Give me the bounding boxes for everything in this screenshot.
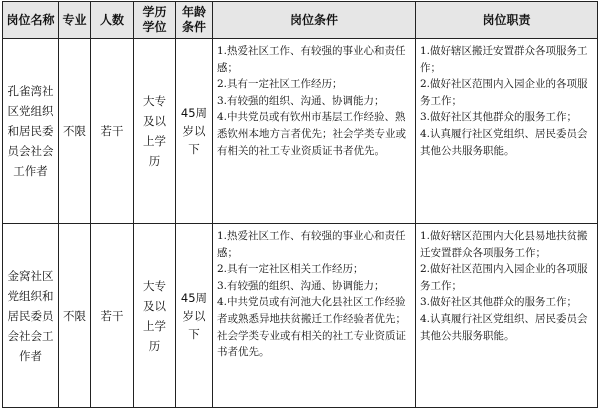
duty-item: 2.做好社区范围内入园企业的各项服务工作； <box>420 263 588 292</box>
recruitment-table <box>2 1 598 408</box>
duty-item: 1.做好辖区范围内大化县易地扶贫搬迁安置群众各项服务工作； <box>420 230 588 259</box>
conditions-cell <box>213 224 416 408</box>
condition-item: 4.中共党员或有钦州市基层工作经验、熟悉钦州本地方言者优先；社会学类专业或有相关的社工专业资质证书者优先。 <box>217 111 406 157</box>
post-name-cell: 金窝社区党组织和居民委员会社会工作者 <box>3 224 59 408</box>
header-conditions: 岗位条件 <box>213 2 416 39</box>
header-age: 年龄条件 <box>176 2 213 39</box>
header-duties: 岗位职责 <box>416 2 598 39</box>
condition-item: 4.中共党员或有河池大化县社区工作经验者或熟悉异地扶贫搬迁工作经验者优先；社会学类专业或有相关的社工专业资质证书者优先。 <box>217 296 406 359</box>
duties-cell <box>416 39 598 224</box>
table-row <box>3 39 598 224</box>
header-post-name: 岗位名称 <box>3 2 59 39</box>
age-cell: 45周岁以下 <box>176 39 213 224</box>
age-cell: 45周岁以下 <box>176 224 213 408</box>
duty-item: 1.做好辖区搬迁安置群众各项服务工作； <box>420 45 588 74</box>
duty-item: 3.做好社区其他群众的服务工作； <box>420 111 578 124</box>
post-name-cell: 孔雀湾社区党组织和居民委员会社会工作者 <box>3 39 59 224</box>
header-education: 学历学位 <box>134 2 176 39</box>
condition-item: 1.热爱社区工作、有较强的事业心和责任感； <box>217 45 406 74</box>
education-cell: 大专及以上学历 <box>134 224 176 408</box>
major-cell: 不限 <box>59 224 91 408</box>
duty-item: 4.认真履行社区党组织、居民委员会其他公共服务职能。 <box>420 127 588 157</box>
header-major: 专业 <box>59 2 91 39</box>
condition-item: 2.具有一定社区工作经历； <box>217 78 343 91</box>
duty-item: 3.做好社区其他群众的服务工作； <box>420 296 578 309</box>
duty-item: 4.认真履行社区党组织、居民委员会其他公共服务职能。 <box>420 312 588 342</box>
count-cell: 若干 <box>91 224 134 408</box>
conditions-cell <box>213 39 416 224</box>
count-cell: 若干 <box>91 39 134 224</box>
condition-item: 3.有较强的组织、沟通、协调能力； <box>217 279 385 292</box>
header-row <box>3 2 598 39</box>
major-cell: 不限 <box>59 39 91 224</box>
table-row <box>3 224 598 408</box>
header-count: 人数 <box>91 2 134 39</box>
education-cell: 大专及以上学历 <box>134 39 176 224</box>
condition-item: 3.有较强的组织、沟通、协调能力； <box>217 94 385 107</box>
condition-item: 1.热爱社区工作、有较强的事业心和责任感； <box>217 230 406 259</box>
condition-item: 2.具有一定社区相关工作经历； <box>217 263 364 276</box>
duties-cell <box>416 224 598 408</box>
duty-item: 2.做好社区范围内入园企业的各项服务工作； <box>420 78 588 107</box>
